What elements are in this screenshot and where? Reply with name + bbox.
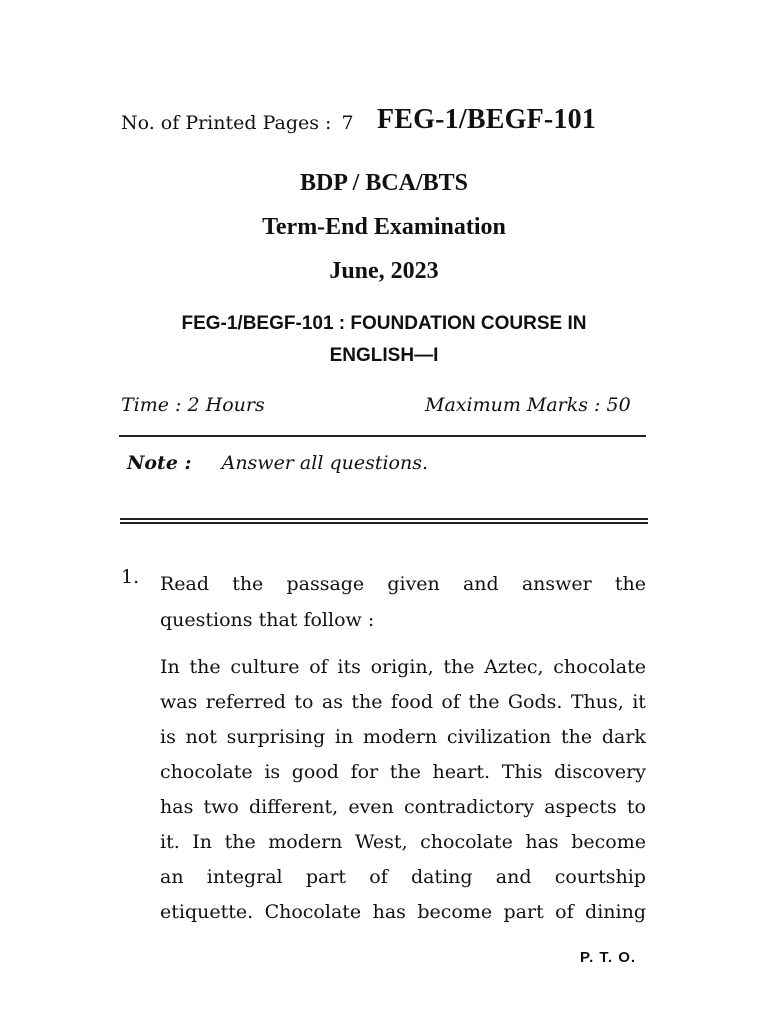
instruction-word: Read	[160, 573, 210, 595]
passage-line: it. In the modern West, chocolate has become	[160, 831, 646, 853]
course-title-line-1: FEG-1/BEGF-101 : FOUNDATION COURSE IN	[181, 313, 587, 334]
instruction-word: and	[462, 573, 499, 595]
maximum-marks: Maximum Marks : 50	[425, 394, 631, 416]
question-instruction-line-1	[160, 566, 646, 602]
printed-pages-value: 7	[341, 112, 354, 134]
instruction-word: the	[232, 573, 264, 595]
question-instruction-line-2: questions that follow :	[160, 609, 375, 631]
passage-line: In the culture of its origin, the Aztec, chocolate	[160, 656, 646, 678]
reading-passage	[160, 653, 646, 933]
exam-time: Time : 2 Hours	[121, 394, 265, 416]
passage-line: an integral part of dating and courtship	[160, 866, 646, 888]
passage-line: is not surprising in modern civilization the dark	[160, 726, 646, 748]
passage-line: chocolate is good for the heart. This discovery	[160, 761, 646, 783]
passage-line: has two different, even contradictory aspects to	[160, 796, 646, 818]
instruction-word: given	[387, 573, 440, 595]
note-label: Note :	[127, 452, 192, 474]
course-code: FEG-1/BEGF-101	[377, 104, 597, 135]
printed-pages-label: No. of Printed Pages :	[121, 112, 332, 134]
question-number: 1.	[121, 566, 140, 588]
question-instruction	[160, 566, 646, 638]
course-title	[120, 308, 648, 372]
passage-line: was referred to as the food of the Gods. Thus, it	[160, 691, 646, 713]
exam-title: Term-End Examination	[262, 214, 506, 240]
double-rule-bottom	[120, 522, 648, 524]
course-title-line-2: ENGLISH—I	[329, 345, 439, 366]
double-rule-top	[120, 518, 648, 520]
instruction-word: the	[614, 573, 646, 595]
divider-rule	[119, 435, 646, 437]
exam-date: June, 2023	[329, 258, 439, 284]
note	[127, 452, 428, 474]
instruction-word: passage	[286, 573, 365, 595]
printed-pages-count	[121, 112, 354, 134]
note-text: Answer all questions.	[221, 452, 429, 474]
passage-line: etiquette. Chocolate has become part of dining	[160, 901, 646, 923]
page-turn-over: P. T. O.	[580, 949, 637, 966]
instruction-word: answer	[521, 573, 592, 595]
programme-heading: BDP / BCA/BTS	[299, 170, 469, 196]
